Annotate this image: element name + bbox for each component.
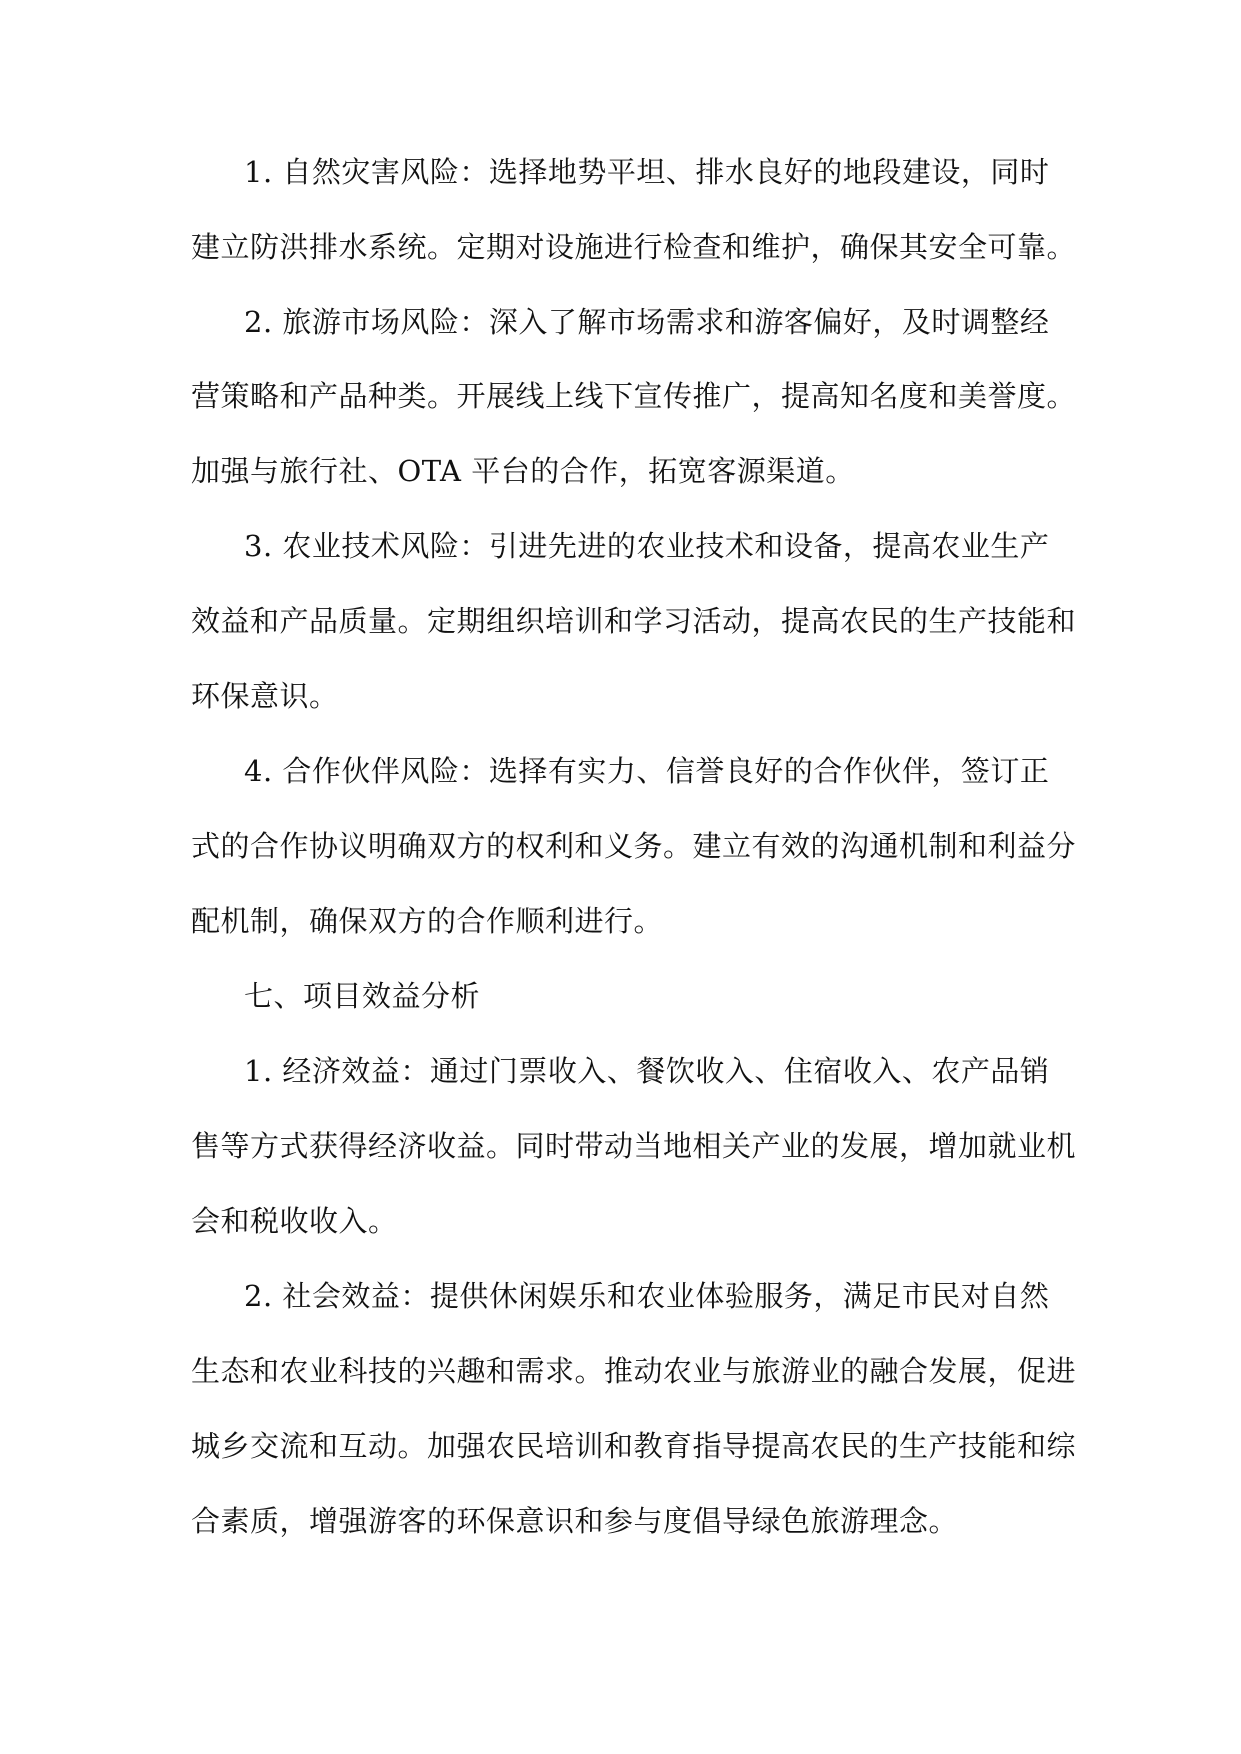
- paragraph-line: 售等方式获得经济收益。同时带动当地相关产业的发展，增加就业机: [191, 1129, 1077, 1163]
- paragraph-line: 加强与旅行社、OTA 平台的合作，拓宽客源渠道。: [191, 454, 855, 488]
- paragraph-line: 生态和农业科技的兴趣和需求。推动农业与旅游业的融合发展，促进: [191, 1354, 1077, 1388]
- section-heading: 七、项目效益分析: [244, 979, 481, 1013]
- paragraph-line: 3. 农业技术风险：引进先进的农业技术和设备，提高农业生产: [244, 529, 1050, 563]
- paragraph-line: 合素质，增强游客的环保意识和参与度倡导绿色旅游理念。: [191, 1504, 959, 1538]
- paragraph-line: 效益和产品质量。定期组织培训和学习活动，提高农民的生产技能和: [191, 604, 1077, 638]
- paragraph-line: 式的合作协议明确双方的权利和义务。建立有效的沟通机制和利益分: [191, 829, 1077, 863]
- paragraph-line: 城乡交流和互动。加强农民培训和教育指导提高农民的生产技能和综: [191, 1429, 1077, 1463]
- paragraph-line: 1. 自然灾害风险：选择地势平坦、排水良好的地段建设，同时: [244, 155, 1050, 189]
- paragraph-line: 环保意识。: [191, 679, 339, 713]
- paragraph-line: 建立防洪排水系统。定期对设施进行检查和维护，确保其安全可靠。: [191, 230, 1077, 264]
- paragraph-line: 配机制，确保双方的合作顺利进行。: [191, 904, 664, 938]
- paragraph-line: 1. 经济效益：通过门票收入、餐饮收入、住宿收入、农产品销: [244, 1054, 1050, 1088]
- paragraph-line: 4. 合作伙伴风险：选择有实力、信誉良好的合作伙伴，签订正: [244, 754, 1050, 788]
- paragraph-line: 2. 社会效益：提供休闲娱乐和农业体验服务，满足市民对自然: [244, 1279, 1050, 1313]
- paragraph-line: 营策略和产品种类。开展线上线下宣传推广，提高知名度和美誉度。: [191, 379, 1077, 413]
- paragraph-line: 会和税收收入。: [191, 1204, 398, 1238]
- paragraph-line: 2. 旅游市场风险：深入了解市场需求和游客偏好，及时调整经: [244, 305, 1050, 339]
